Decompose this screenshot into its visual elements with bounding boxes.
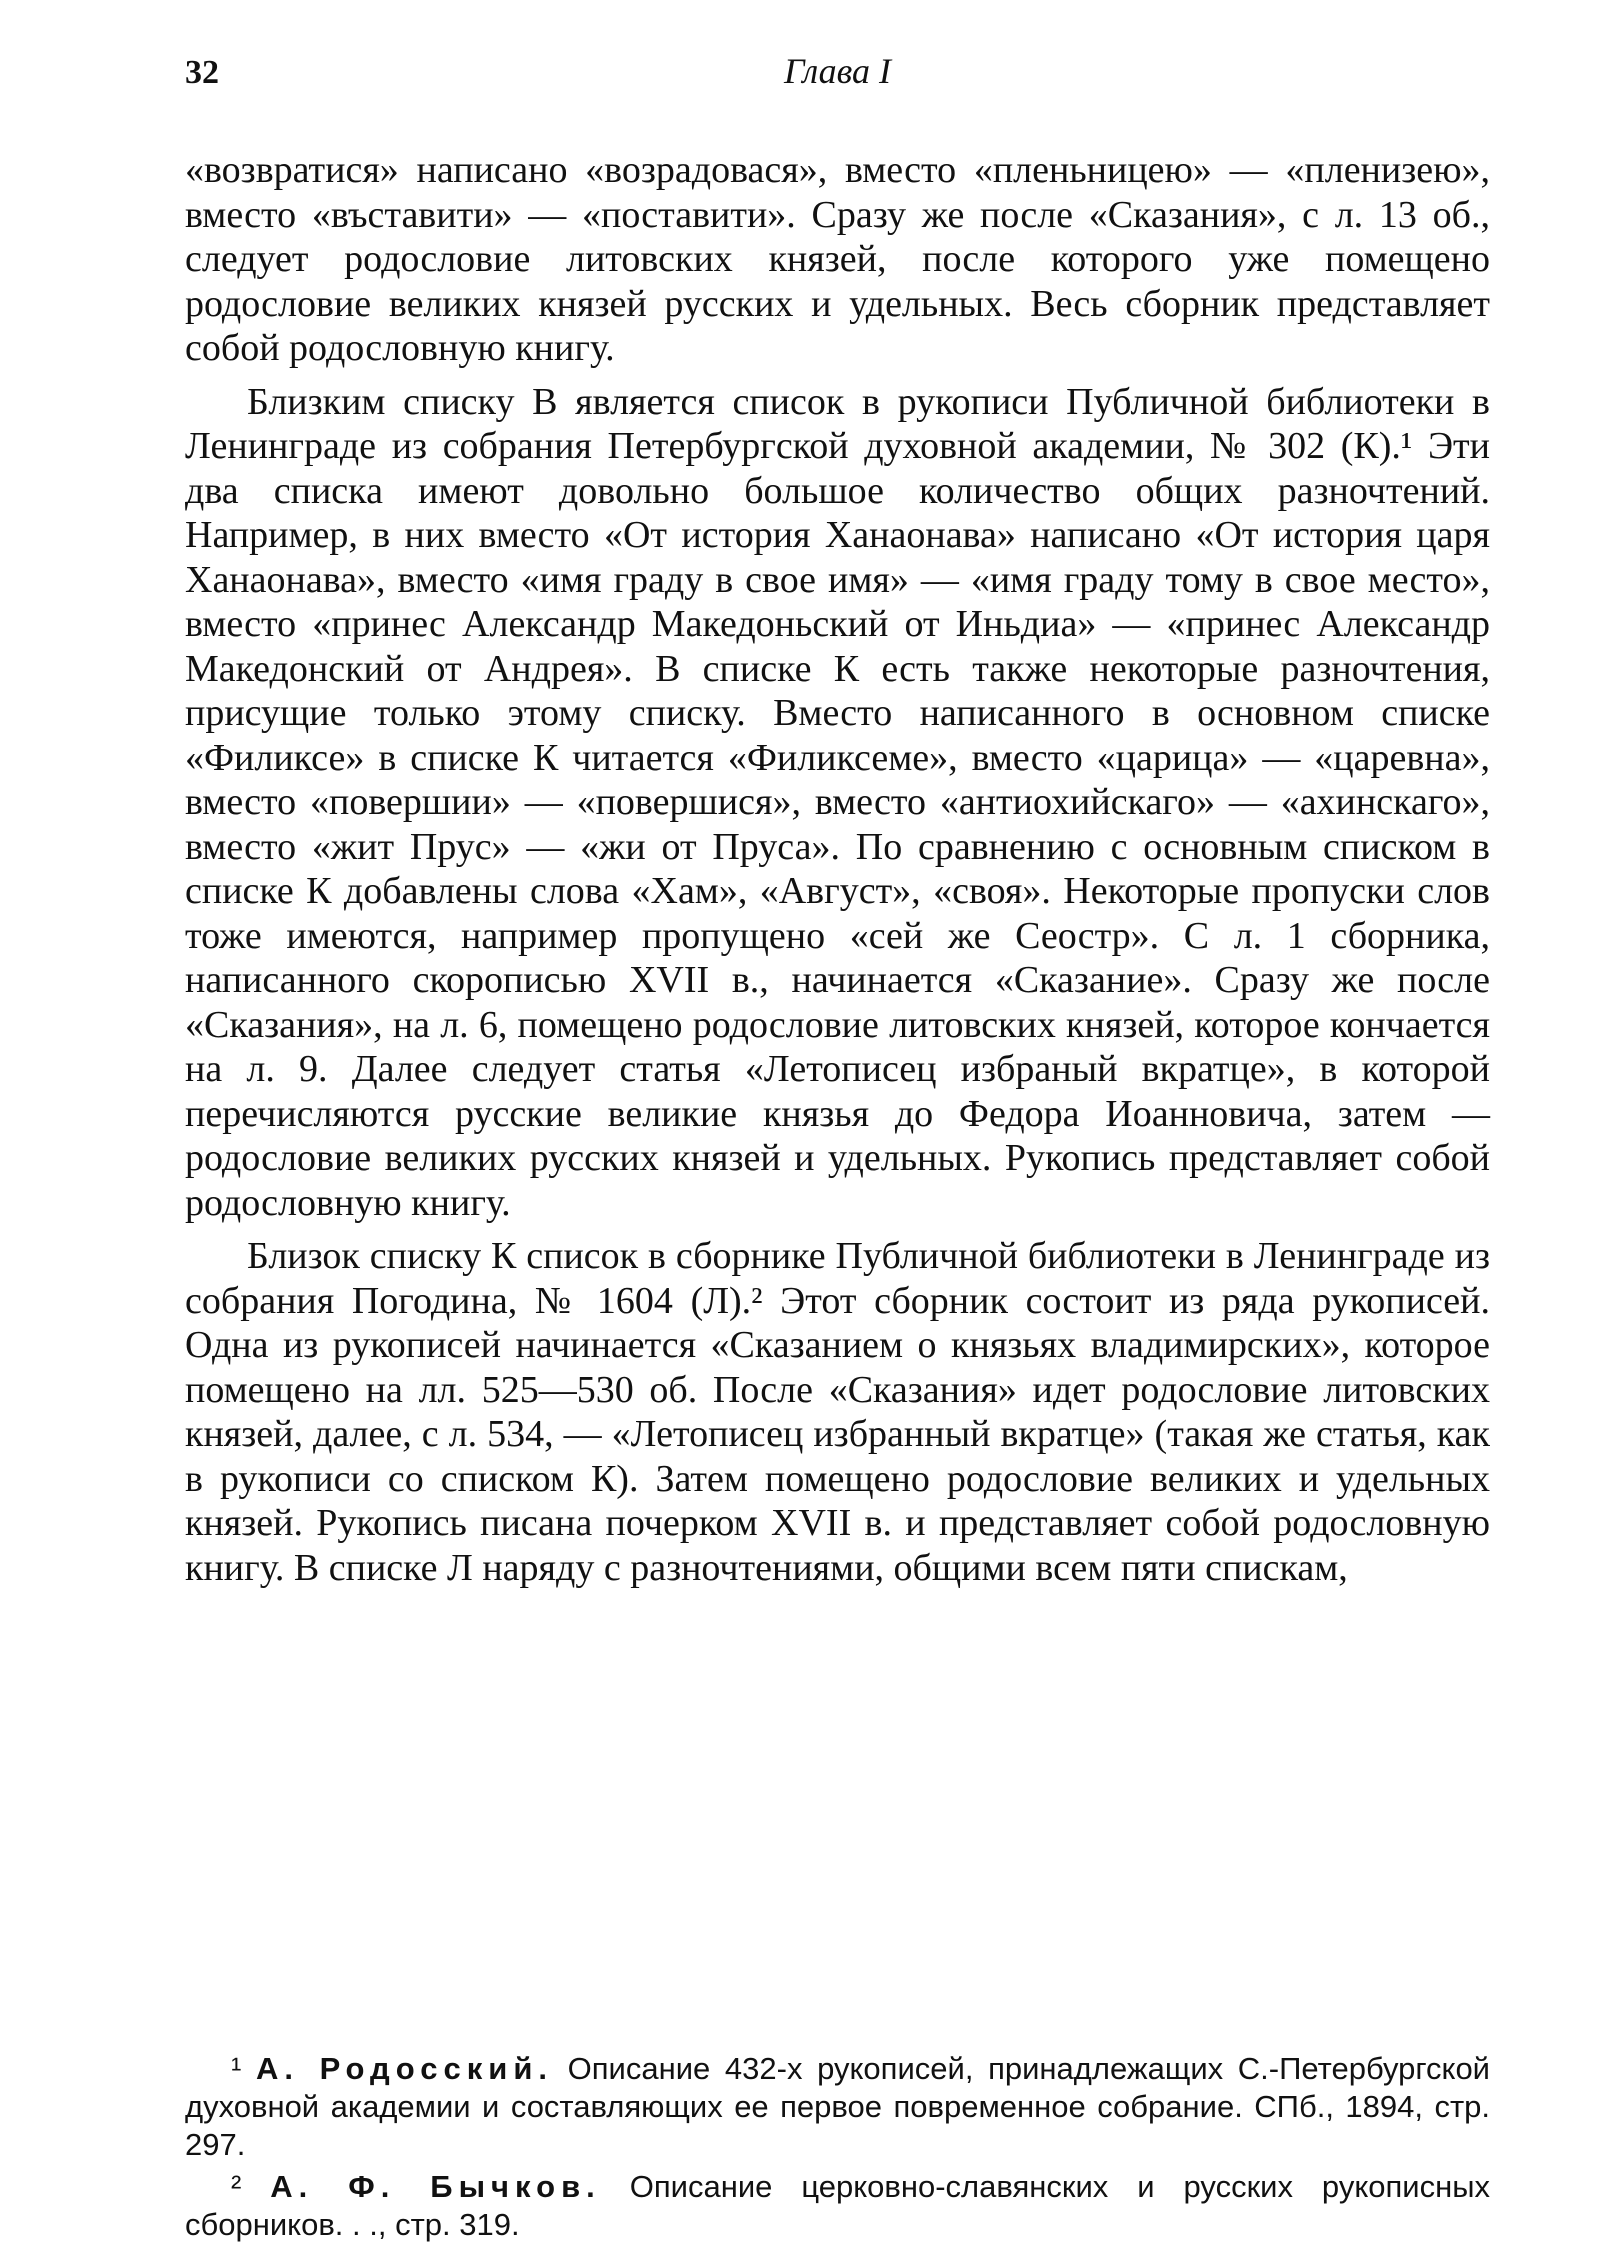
footnote-author: А. Родосский. xyxy=(255,2051,553,2086)
paragraph-3: Близок списку К список в сборнике Публичной библиотеки в Ленинграде из собрания Погодина, № 1604 (Л).² Этот сборник состоит из ряда рукописей. Одна из рукописей начинается «Сказанием о князьях владимирских», которое помещено на лл. 525—530 об. После «Сказания» идет родословие литовских князей, далее, с л. 534, — «Летописец избранный вкратце» (такая же статья, как в рукописи со списком К). Затем помещено родословие великих и удельных князей. Рукопись писана почерком XVII в. и представляет собой родословную книгу. В списке Л наряду с разночтениями, общими всем пяти спискам, xyxy=(185,1235,1490,1589)
footnote-text: Описание 432-х рукописей, принадлежащих С.-Петербургской духовной академии и составляющих ее первое повременное собрание. СПб., 1894, стр. 297. xyxy=(185,2051,1491,2162)
body-text xyxy=(185,148,1490,1590)
paragraph-2: Близким списку В является список в рукописи Публичной библиотеки в Ленинграде из собрания Петербургской духовной академии, № 302 (К).¹ Эти два списка имеют довольно большое количество общих разночтений. Например, в них вместо «От история Ханаонава» написано «От история царя Ханаонава», вместо «имя граду в свое имя» — «имя граду тому в свое место», вместо «принес Александр Македоньский от Иньдиа» — «принес Александр Македонский от Андрея». В списке К есть также некоторые разночтения, присущие только этому списку. Вместо написанного в основном списке «Филиксе» в списке К читается «Филиксеме», вместо «царица» — «царевна», вместо «повершии» — «повершися», вместо «антиохийскаго» — «ахинскаго», вместо «жит Прус» — «жи от Пруса». По сравнению с основным списком в списке К добавлены слова «Хам», «Август», «своя». Некоторые пропуски слов тоже имеются, например пропущено «сей же Сеостр». С л. 1 сборника, написанного скорописью XVII в., начинается «Сказание». Сразу же после «Сказания», на л. 6, помещено родословие литовских князей, которое кончается на л. 9. Далее следует статья «Летописец избраный вкратце», в которой перечисляются русские великие князья до Федора Иоанновича, затем — родословие великих русских князей и удельных. Рукопись представляет собой родословную книгу. xyxy=(185,380,1490,1224)
footnote-marker: ¹ xyxy=(231,2051,242,2086)
footnote-marker: ² xyxy=(231,2169,242,2204)
page-number: 32 xyxy=(185,54,219,91)
running-title: Глава I xyxy=(783,51,892,91)
footnotes xyxy=(185,2050,1490,2244)
footnote-1 xyxy=(185,2050,1490,2164)
page-header xyxy=(185,50,1490,110)
footnote-text: Описание церковно-славянских и русских рукописных сборников. . ., стр. 319. xyxy=(185,2169,1490,2242)
paragraph-1: «возвратися» написано «возрадовася», вместо «пленьницею» — «пленизею», вместо «въставити» — «поставити». Сразу же после «Сказания», с л. 13 об., следует родословие литовских князей, после которого уже помещено родословие великих князей русских и удельных. Весь сборник представляет собой родословную книгу. xyxy=(185,149,1490,369)
footnote-2 xyxy=(185,2168,1490,2244)
footnote-author: А. Ф. Бычков. xyxy=(270,2169,601,2204)
